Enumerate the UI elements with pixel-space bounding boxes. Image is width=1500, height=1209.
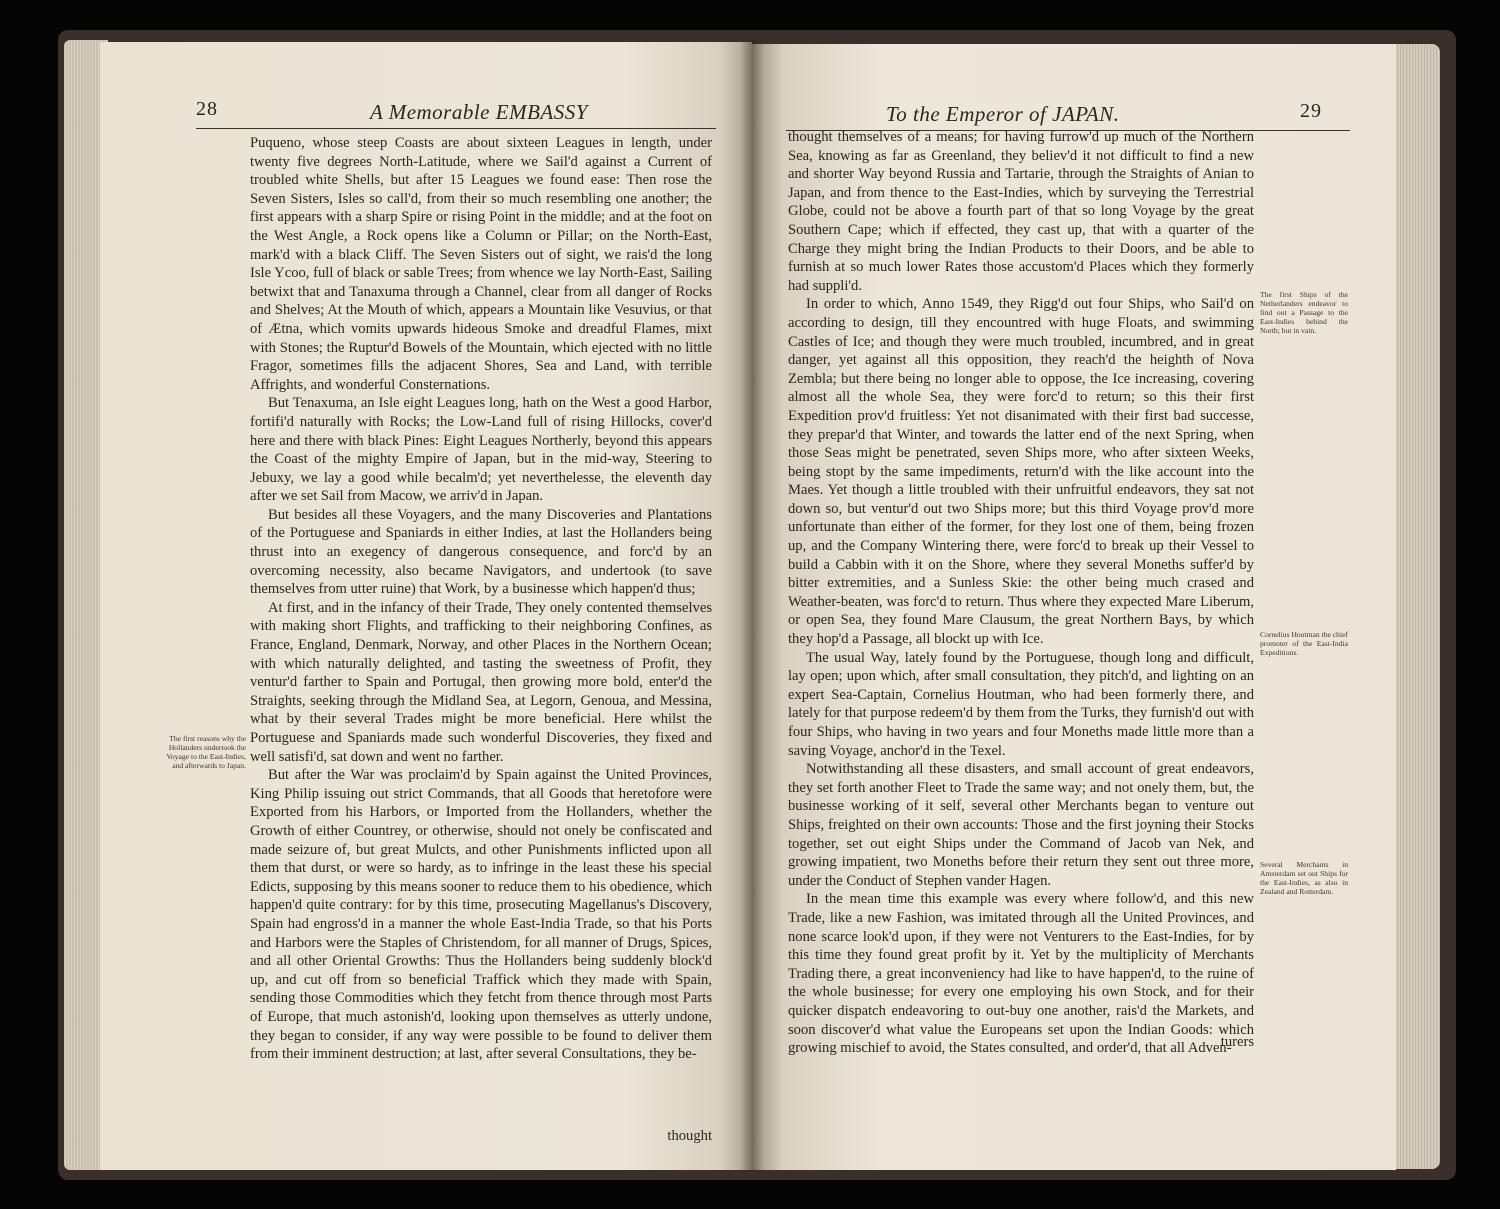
- right-page: [752, 44, 1396, 1170]
- catchword: thought: [667, 1128, 712, 1144]
- running-head: A Memorable EMBASSY: [370, 100, 588, 124]
- paragraph: thought themselves of a means; for having furrow'd up much of the Northern Sea, knowing as far as Greenland, they believ'd it not difficult to find a new and shorter Way beyond Russia and Tartarie, through the Straights of Anian to Japan, and from thence to the East-Indies, which by surveying the Terrestrial Globe, could not be above a fourth part of that so long Voyage by the great Southern Cape; which if effected, they cast up, that with a quarter of the Charge they might bring the Indian Products to their Doors, and be able to furnish at so much lower Rates those accustom'd Places which they formerly had suppli'd.: [788, 129, 1254, 294]
- paragraph: Puqueno, whose steep Coasts are about sixteen Leagues in length, under twenty five degrees North-Latitude, where we Sail'd against a Current of troubled white Shells, but after 15 Leagues we found ease: Then rose the Seven Sisters, Isles so call'd, from their so much resembling one another; the first appears with a sharp Spire or rising Point in the middle; and at the foot on the West Angle, a Rock opens like a Column or Pillar; on the North-East, mark'd with a black Cliff. The Seven Sisters out of sight, we rais'd the long Isle Ycoo, full of black or sable Trees; from whence we lay North-East, Sailing betwixt that and Tanaxuma through a Channel, clear from all danger of Rocks and Shelves; At the Mouth of which, appears a Mountain like Vesuvius, or that of Ætna, which vomits upwards hideous Smoke and dreadful Flames, mixt with Stones; the Ruptur'd Bowels of the Mountain, which ejected with no little Fragor, sometimes fills the adjacent Shores, Sea and Land, with terrible Affrights, and wonderful Consternations.: [250, 135, 712, 393]
- header-rule: [196, 128, 716, 129]
- margin-note: The first reasons why the Hollanders undertook the Voyage to the East-Indies, and afterwards to Japan.: [166, 734, 246, 770]
- page-number: 29: [1300, 100, 1322, 122]
- margin-note: Cornelius Houtman the chief promoter of the East-India Expeditions.: [1260, 630, 1348, 657]
- paragraph: In order to which, Anno 1549, they Rigg'd out four Ships, who Sail'd on according to design, till they encountred with huge Floats, and swimming Castles of Ice; and though they were much troubled, incumbred, and in great danger, yet against all this opposition, they reach'd the heighth of Nova Zembla; but there being no longer able to oppose, the Ice increasing, covering almost all the whole Sea, they were forc'd to return; so this their first Expedition prov'd fruitless: Yet not disanimated with their first bad successe, they prepar'd that Winter, and towards the latter end of the next Spring, when those Seas might be penetrated, seven Ships more, who after sixteen Weeks, being stopt by the same impediments, return'd with the like account into the Maes. Yet though a little troubled with their unfruitful endeavors, they sat not down so, but ventur'd out two Ships more; but this third Voyage prov'd more unfortunate than either of the former, for they lost one of them, being frozen up, and the Company Wintering there, were forc'd to break up their Vessel to build a Cabbin with it on the Shore, where they several Moneths suffer'd by bitter extremities, and a Sunless Skie: the other being much crased and Weather-beaten, was forc'd to return. Thus where they expected Mare Liberum, or open Sea, they found Mare Clausum, the great Northern Bays, by which they hop'd a Passage, all blockt up with Ice.: [788, 296, 1254, 648]
- body-text: [250, 134, 712, 1064]
- paragraph: The usual Way, lately found by the Portuguese, though long and difficult, lay open; upon which, after small consultation, they pitch'd, and lighting on an expert Sea-Captain, Cornelius Houtman, who had been formerly there, and lately for that purpose redeem'd by them from the Turks, they furnish'd out with four Ships, who having in two years and four Moneths made little more than a saving Voyage, anchor'd in the Texel.: [788, 649, 1254, 759]
- page-edges-right: [1390, 44, 1440, 1169]
- paragraph: At first, and in the infancy of their Trade, They onely contented themselves with making short Flights, and trafficking to their neighboring Confines, as France, England, Denmark, Norway, and other Places in the Northern Ocean; with which naturally delighted, and tasting the sweetness of Profit, they ventur'd farther to Spain and Portugal, then growing more bold, enter'd the Straights, seeking through the Midland Sea, at Legorn, Genoua, and Messina, what by their several Trades might be more beneficial. Here whilst the Portuguese and Spaniards made such wonderful Discoveries, they fixed and well satisfi'd, sat down and went no farther.: [250, 599, 712, 765]
- page-number: 28: [196, 98, 218, 120]
- paragraph: Notwithstanding all these disasters, and small account of great endeavors, they set forth another Fleet to Trade the same way; and not onely them, but, the businesse working of it self, several other Merchants began to venture out Ships, freighted on their own accounts: Those and the first joyning their Stocks together, set out eight Ships under the Command of Jacob van Nek, and growing impatient, two Moneths before their return they sent out three more, under the Conduct of Stephen vander Hagen.: [788, 761, 1254, 889]
- paragraph: In the mean time this example was every where follow'd, and this new Trade, like a new Fashion, was imitated through all the United Provinces, and none scarce look'd upon, if they were not Venturers to the East-Indies, for by this time they found great profit by it. Yet by the multiplicity of Merchants Trading there, a great inconveniency had like to have happen'd, to the ruine of the whole businesse; for every one employing his own Stock, and for their quicker dispatch endeavoring to out-buy one another, rais'd the Markets, and soon discover'd what value the Europeans set upon the Indian Goods: which growing mischief to avoid, the States consulted, and order'd, that all Adven-: [788, 891, 1254, 1057]
- paragraph: But Tenaxuma, an Isle eight Leagues long, hath on the West a good Harbor, fortifi'd naturally with Rocks; the Low-Land full of rising Hillocks, cover'd here and there with black Pines: Eight Leagues Northerly, beyond this appears the Coast of the mighty Empire of Japan, but in the mid-way, Steering to Jebuxy, we lay a good while becalm'd; yet neverthelesse, the eleventh day after we set Sail from Macow, we arriv'd in Japan.: [250, 395, 712, 505]
- paragraph: But besides all these Voyagers, and the many Discoveries and Plantations of the Portuguese and Spaniards in either Indies, at last the Hollanders being thrust into an exegency of dangerous consequence, and forc'd by an overcoming necessity, also became Navigators, and undertook (to save themselves from utter ruine) that Work, by a businesse which happen'd thus;: [250, 506, 712, 598]
- margin-note: The first Ships of the Netherlanders endeavor to find out a Passage to the East-Indies behind the North; but in vain.: [1260, 290, 1348, 335]
- body-text: [788, 128, 1254, 1058]
- paragraph: But after the War was proclaim'd by Spain against the United Provinces, King Philip issuing out strict Commands, that all Goods that heretofore were Exported from his Harbors, or Imported from the Hollanders, whether the Growth of either Countrey, or otherwise, should not onely be confiscated and made seizure of, but great Mulcts, and other Punishments inflicted upon all them that durst, or were so hardy, as to infringe in the least these his special Edicts, supposing by this means sooner to reduce them to his obedience, which happen'd quite contrary: for by this time, prosecuting Magellanus's Discovery, Spain had engross'd in a manner the whole East-India Trade, so that his Ports and Harbors were the Staples of Christendom, for all manner of Drugs, Spices, and all other Oriental Growths: Thus the Hollanders being suddenly block'd up, and cut off from so beneficial Traffick which they made with Spain, sending those Commodities which they fetcht from thence through most Parts of Europe, that much astonish'd, looking upon themselves as utterly undone, they began to consider, if any way were possible to be found to deliver them from their imminent destruction; at last, after several Consultations, they be-: [250, 767, 712, 1063]
- book-gutter: [740, 40, 764, 1172]
- margin-note: Several Merchants in Amsterdam set out Ships for the East-Indies, as also in Zealand and Rotterdam.: [1260, 860, 1348, 896]
- running-head: To the Emperor of JAPAN.: [886, 102, 1120, 126]
- left-page: [100, 42, 752, 1170]
- catchword: turers: [1220, 1034, 1254, 1050]
